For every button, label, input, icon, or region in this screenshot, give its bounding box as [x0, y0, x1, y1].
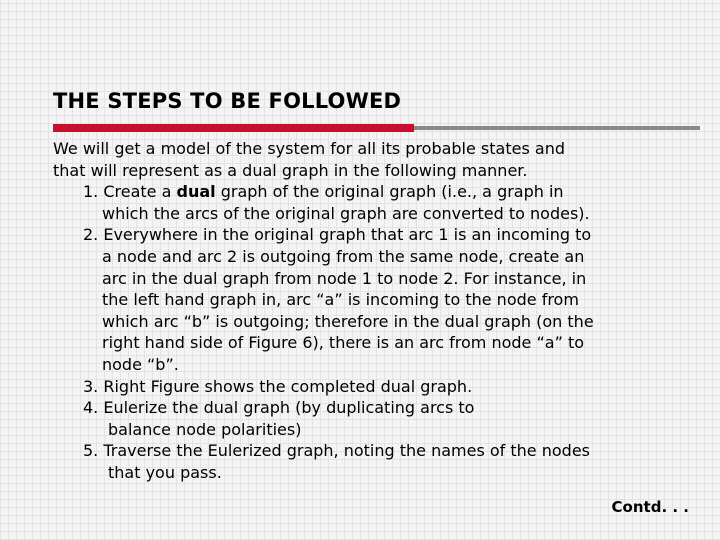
step-5: 5. Traverse the Eulerized graph, noting the names of the nodes: [83, 441, 590, 461]
step-4-continuation: balance node polarities): [108, 419, 302, 439]
step-4: 4. Eulerize the dual graph (by duplicating arcs to: [83, 398, 475, 418]
step-2-continuation: a node and arc 2 is outgoing from the same node, create an: [102, 246, 585, 266]
slide-title: THE STEPS TO BE FOLLOWED: [53, 89, 402, 113]
intro-line-2: that will represent as a dual graph in the following manner.: [53, 160, 528, 180]
step-2-continuation: which arc “b” is outgoing; therefore in the dual graph (on the: [102, 311, 594, 331]
step-1-continuation: which the arcs of the original graph are converted to nodes).: [102, 203, 590, 223]
title-underline-red: [53, 124, 414, 132]
step-1-bold-word: dual: [176, 182, 216, 202]
step-1-text-end: graph of the original graph (i.e., a graph in: [215, 182, 564, 202]
continued-label: Contd. . .: [611, 498, 689, 516]
step-3: 3. Right Figure shows the completed dual graph.: [83, 376, 473, 396]
title-underline-grey: [414, 126, 700, 130]
step-2-continuation: right hand side of Figure 6), there is an arc from node “a” to: [102, 333, 585, 353]
step-2-continuation: arc in the dual graph from node 1 to node 2. For instance, in: [102, 268, 587, 288]
step-1: [53, 181, 683, 203]
step-1-text-start: 1. Create a: [83, 182, 177, 202]
slide-body: [53, 138, 683, 484]
step-2: 2. Everywhere in the original graph that arc 1 is an incoming to: [83, 225, 592, 245]
intro-line-1: We will get a model of the system for all its probable states and: [53, 139, 565, 158]
step-5-continuation: that you pass.: [108, 462, 222, 482]
step-2-continuation: node “b”.: [102, 354, 179, 374]
step-2-continuation: the left hand graph in, arc “a” is incoming to the node from: [102, 290, 579, 310]
